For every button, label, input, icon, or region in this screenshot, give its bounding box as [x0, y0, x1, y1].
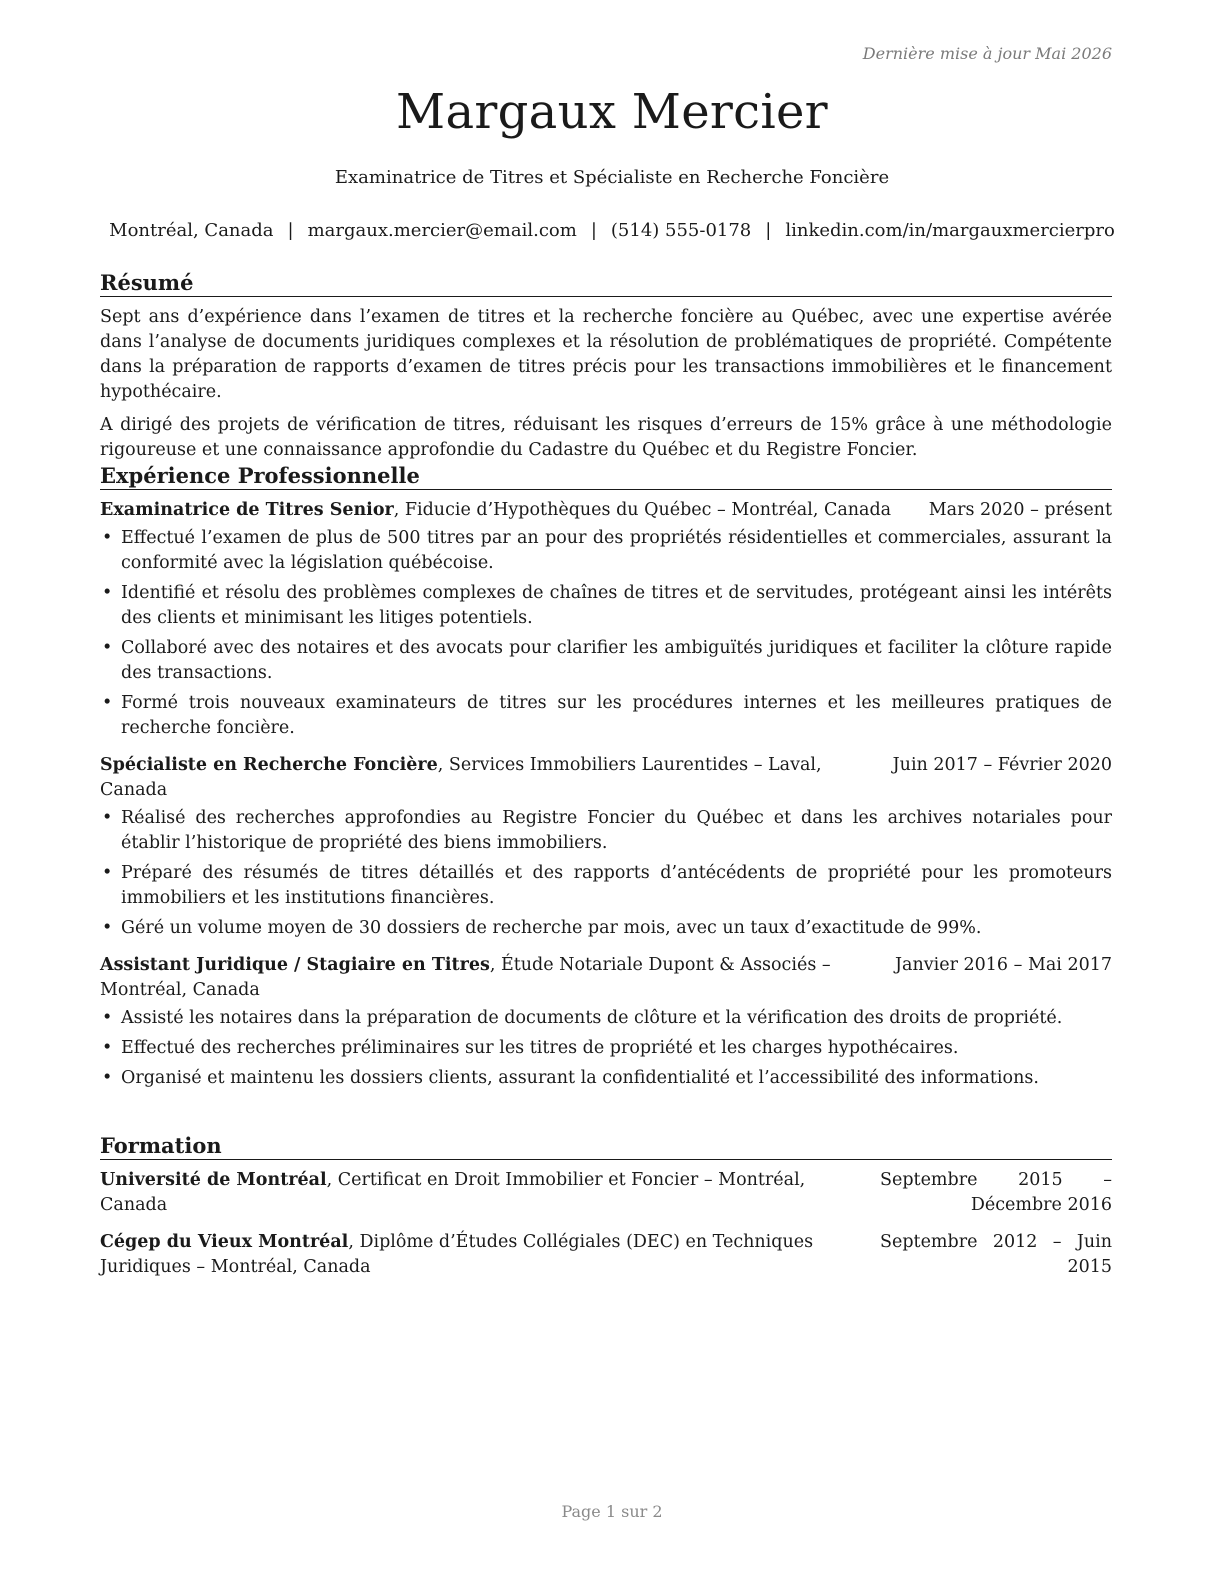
- job-org: , Étude Notariale Dupont & Associés – Montréal, Canada: [100, 955, 831, 1000]
- candidate-subtitle: Examinatrice de Titres et Spécialiste en Recherche Foncière: [334, 167, 890, 188]
- job-header: [100, 498, 1112, 523]
- page-footer: Page 1 sur 2: [561, 1502, 663, 1521]
- education-detail: , Diplôme d’Études Collégiales (DEC) en Techniques Juridiques – Montréal, Canada: [100, 1232, 814, 1277]
- candidate-name: Margaux Mercier: [396, 84, 828, 140]
- job-bullet: • Préparé des résumés de titres détaillés et des rapports d’antécédents de propriété pour les promoteurs immobiliers et les institutions financières.: [100, 861, 1112, 911]
- summary-section: [100, 270, 1112, 471]
- job-bullet: • Identifié et résolu des problèmes complexes de chaînes de titres et de servitudes, protégeant ainsi les intérêts des clients et minimisant les litiges potentiels.: [100, 581, 1112, 631]
- contact-separator: |: [590, 220, 597, 241]
- section-title-education: Formation: [100, 1133, 1112, 1160]
- job-role: Examinatrice de Titres Senior: [100, 500, 394, 520]
- contact-location: Montréal, Canada: [109, 220, 274, 241]
- education-school: Université de Montréal: [100, 1170, 327, 1190]
- job-bullet: • Formé trois nouveaux examinateurs de titres sur les procédures internes et les meilleures pratiques de recherche foncière.: [100, 691, 1112, 741]
- contact-separator: |: [765, 220, 772, 241]
- section-title-experience: Expérience Professionnelle: [100, 463, 1112, 490]
- job-bullet: • Réalisé des recherches approfondies au Registre Foncier du Québec et dans les archives notariales pour établir l’historique de propriété des biens immobiliers.: [100, 806, 1112, 856]
- education-header: [100, 1230, 1112, 1280]
- job-dates: Juin 2017 – Février 2020: [892, 755, 1112, 775]
- education-entry: [100, 1230, 1112, 1280]
- section-title-summary: Résumé: [100, 270, 1112, 297]
- contact-email[interactable]: margaux.mercier@email.com: [307, 220, 577, 241]
- job-role: Spécialiste en Recherche Foncière: [100, 755, 438, 775]
- job-org: , Services Immobiliers Laurentides – Laval, Canada: [100, 755, 822, 800]
- summary-paragraph: Sept ans d’expérience dans l’examen de titres et la recherche foncière au Québec, avec une expertise avérée dans l’analyse de documents juridiques complexes et la résolution de problématiques de propriété. Compétente dans la préparation de rapports d’examen de titres précis pour les transactions immobilières et le financement hypothécaire.: [100, 307, 1112, 402]
- contact-phone[interactable]: (514) 555-0178: [610, 220, 752, 241]
- job-entry: [100, 753, 1112, 941]
- job-bullet: • Effectué l’examen de plus de 500 titres par an pour des propriétés résidentielles et commerciales, assurant la conformité avec la législation québécoise.: [100, 526, 1112, 576]
- job-entry: [100, 953, 1112, 1091]
- contact-line: [0, 220, 1224, 241]
- job-header: [100, 953, 1112, 1003]
- job-bullet: • Géré un volume moyen de 30 dossiers de recherche par mois, avec un taux d’exactitude de 99%.: [100, 916, 1112, 941]
- job-bullet: • Assisté les notaires dans la préparation de documents de clôture et la vérification des droits de propriété.: [100, 1006, 1112, 1031]
- job-bullets: [100, 1006, 1112, 1091]
- job-bullet: • Collaboré avec des notaires et des avocats pour clarifier les ambiguïtés juridiques et faciliter la clôture rapide des transactions.: [100, 636, 1112, 686]
- job-role: Assistant Juridique / Stagiaire en Titres: [100, 955, 490, 975]
- contact-separator: |: [287, 220, 294, 241]
- job-entry: [100, 498, 1112, 741]
- job-bullet: • Effectué des recherches préliminaires sur les titres de propriété et les charges hypothécaires.: [100, 1036, 1112, 1061]
- job-bullet: • Organisé et maintenu les dossiers clients, assurant la confidentialité et l’accessibilité des informations.: [100, 1066, 1112, 1091]
- education-school: Cégep du Vieux Montréal: [100, 1232, 349, 1252]
- education-entry: [100, 1168, 1112, 1218]
- education-header: [100, 1168, 1112, 1218]
- education-detail: , Certificat en Droit Immobilier et Foncier – Montréal, Canada: [100, 1170, 806, 1215]
- last-updated-note: Dernière mise à jour Mai 2026: [862, 44, 1112, 63]
- job-dates: Janvier 2016 – Mai 2017: [895, 955, 1112, 975]
- job-bullets: [100, 806, 1112, 941]
- summary-paragraph: A dirigé des projets de vérification de titres, réduisant les risques d’erreurs de 15% grâce à une méthodologie rigoureuse et une connaissance approfondie du Cadastre du Québec et du Registre Foncier.: [100, 415, 1112, 460]
- job-dates: Mars 2020 – présent: [928, 500, 1112, 520]
- job-header: [100, 753, 1112, 803]
- experience-section: [100, 463, 1112, 1103]
- education-section: [100, 1133, 1112, 1292]
- education-dates: Septembre 2012 – Juin 2015: [880, 1232, 1112, 1277]
- job-bullets: [100, 526, 1112, 741]
- contact-linkedin[interactable]: linkedin.com/in/margauxmercierpro: [785, 220, 1115, 241]
- job-org: , Fiducie d’Hypothèques du Québec – Montréal, Canada: [393, 500, 892, 520]
- education-dates: Septembre 2015 – Décembre 2016: [880, 1170, 1112, 1215]
